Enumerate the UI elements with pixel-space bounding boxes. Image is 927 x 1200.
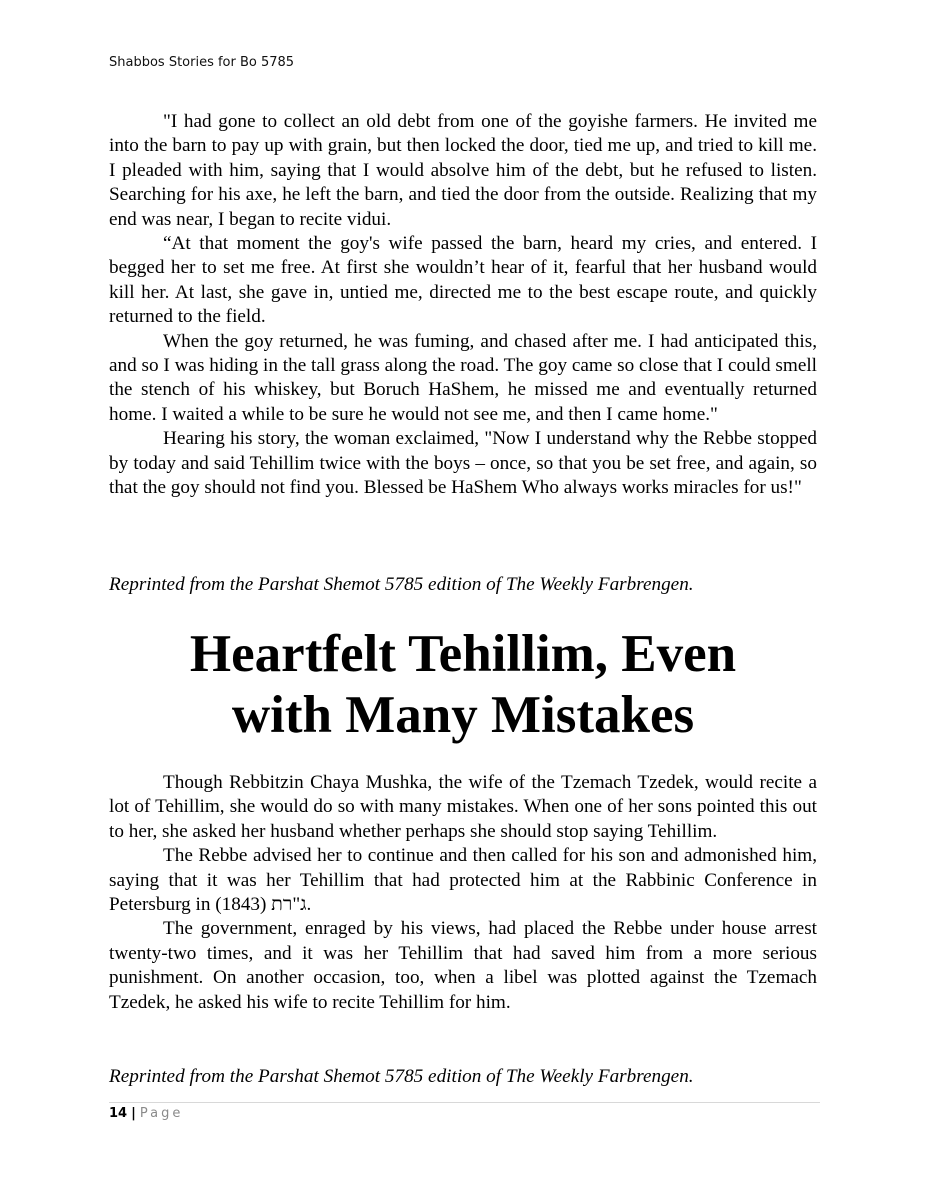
story-body	[109, 110, 817, 501]
paragraph: Though Rebbitzin Chaya Mushka, the wife of the Tzemach Tzedek, would recite a lot of Tehillim, she would do so with many mistakes. When one of her sons pointed this out to her, she asked her husband whether perhaps she should stop saying Tehillim.	[109, 772, 817, 842]
story-title-line: Heartfelt Tehillim, Even	[189, 625, 737, 683]
paragraph: The Rebbe advised her to continue and then called for his son and admonished him, saying that it was her Tehillim that had protected him at the Rabbinic Conference in Petersburg in ג"רת (1843).	[109, 845, 817, 916]
story-title	[109, 624, 817, 746]
story-body	[109, 771, 817, 1015]
story-title-line: with Many Mistakes	[231, 686, 695, 744]
paragraph: "I had gone to collect an old debt from one of the goyishe farmers. He invited me into the barn to pay up with grain, but then locked the door, tied me up, and tried to kill me. I pleaded with him, saying that I would absolve him of the debt, but he refused to listen. Searching for his axe, he left the barn, and tied the door from the outside. Realizing that my end was near, I began to recite vidui.	[109, 111, 817, 230]
reprint-credit: Reprinted from the Parshat Shemot 5785 edition of The Weekly Farbrengen.	[109, 1066, 694, 1087]
footer-divider	[109, 1102, 820, 1103]
paragraph: Hearing his story, the woman exclaimed, "Now I understand why the Rebbe stopped by today and said Tehillim twice with the boys – once, so that you be set free, and again, so that the goy should not find you. Blessed be HaShem Who always works miracles for us!"	[109, 428, 817, 499]
paragraph: “At that moment the goy's wife passed the barn, heard my cries, and entered. I begged her to set me free. At first she wouldn’t hear of it, fearful that her husband would kill her. At last, she gave in, untied me, directed me to the best escape route, and quickly returned to the field.	[109, 233, 817, 328]
page-footer	[109, 1106, 183, 1121]
paragraph: When the goy returned, he was fuming, and chased after me. I had anticipated this, and so I was hiding in the tall grass along the road. The goy came so close that I could smell the stench of his whiskey, but Boruch HaShem, he missed me and eventually returned home. I waited a while to be sure he would not see me, and then I came home."	[109, 330, 817, 425]
reprint-credit: Reprinted from the Parshat Shemot 5785 edition of The Weekly Farbrengen.	[109, 574, 694, 595]
running-header: Shabbos Stories for Bo 5785	[109, 55, 295, 70]
page-label: Page	[139, 1106, 184, 1121]
paragraph: The government, enraged by his views, had placed the Rebbe under house arrest twenty-two times, and it was her Tehillim that had saved him from a more serious punishment. On another occasion, too, when a libel was plotted against the Tzemach Tzedek, he asked his wife to recite Tehillim for him.	[109, 918, 817, 1013]
footer-separator: |	[131, 1106, 136, 1121]
page-number: 14	[109, 1106, 128, 1121]
